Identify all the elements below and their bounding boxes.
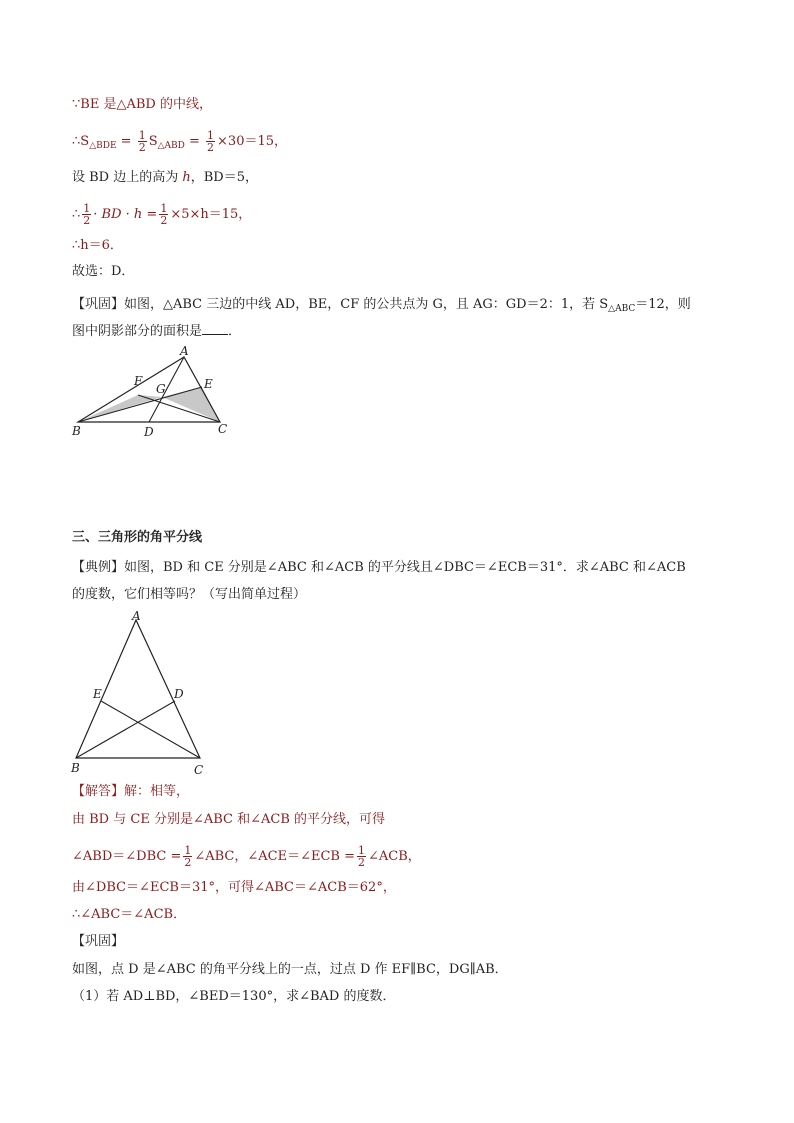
triangle-bisectors-figure (66, 608, 216, 778)
median-ad (149, 357, 184, 422)
question-text: 图中阴影部分的面积是 (72, 324, 203, 339)
fraction-half: $\frac{1}{2}$ (207, 129, 215, 154)
consolidation-question-line-2 (72, 324, 241, 340)
solution-line-2: 由 BD 与 CE 分别是∠ABC 和∠ACB 的平分线，可得 (72, 812, 386, 827)
subscript-abd: △ABD (157, 141, 185, 151)
proof-line-4 (72, 203, 251, 226)
label-d: D (144, 425, 154, 439)
label-b: B (72, 424, 81, 438)
consolidation-problem: 如图，点 D 是∠ABC 的角平分线上的一点，过点 D 作 EF∥BC，DG∥AB． (72, 962, 508, 977)
fraction-half: $\frac{1}{2}$ (83, 202, 91, 227)
label-b: B (71, 761, 80, 775)
angle-relation-1: ∠ABD＝∠DBC = (72, 849, 182, 864)
angle-relation-2: ∠ABC，∠ACE＝∠ECB = (194, 849, 355, 864)
question-text-tail: ＝12，则 (635, 297, 691, 312)
fraction-half: $\frac{1}{2}$ (138, 129, 146, 154)
fraction-half: $\frac{1}{2}$ (184, 844, 192, 869)
fraction-half: $\frac{1}{2}$ (358, 844, 365, 869)
consolidation-question-line-1 (72, 297, 691, 317)
example-question-line-1: 【典例】如图，BD 和 CE 分别是∠ABC 和∠ACB 的平分线且∠DBC＝∠ECB＝31°．求∠ABC 和∠ACB (72, 560, 686, 575)
label-e: E (204, 377, 213, 391)
bisector-bd (76, 701, 175, 758)
therefore: ∴ (72, 207, 81, 222)
shaded-region-right (162, 387, 220, 422)
label-a: A (132, 609, 141, 623)
area-equation: ×5×h＝15， (170, 207, 252, 222)
proof-line-1: ∵BE 是△ABD 的中线， (72, 97, 212, 112)
label-e: E (93, 687, 102, 701)
proof-line-3 (72, 170, 258, 186)
label-a: A (180, 345, 189, 358)
angle-relation-3: ∠ACB， (368, 849, 421, 864)
solution-line-3 (72, 845, 421, 868)
consolidation-part-1: （1）若 AD⊥BD，∠BED＝130°，求∠BAD 的度数． (72, 989, 396, 1004)
label-d: D (174, 687, 184, 701)
triangle-medians-figure (66, 345, 246, 440)
fraction-half: $\frac{1}{2}$ (160, 202, 168, 227)
label-c: C (194, 763, 204, 777)
area-value: ×30＝15， (217, 134, 288, 149)
subscript-abc: △ABC (608, 304, 636, 314)
label-g: G (156, 382, 166, 396)
question-text: 【巩固】如图，△ABC 三边的中线 AD，BE，CF 的公共点为 G，且 AG：GD＝2：1，若 S (72, 297, 609, 312)
consolidation-heading: 【巩固】 (72, 934, 125, 949)
example-question-line-2: 的度数，它们相等吗？（写出简单过程） (72, 587, 307, 602)
equals: = (116, 134, 136, 149)
area-formula: · BD · h = (93, 207, 158, 222)
height-var: h (182, 170, 191, 185)
section-heading: 三、三角形的角平分线 (72, 530, 203, 545)
answer-choice: 故选：D． (72, 264, 135, 279)
solution-line-1: 【解答】解：相等， (72, 784, 190, 799)
proof-line-5: ∴h＝6． (72, 238, 123, 253)
solution-line-5: ∴∠ABC＝∠ACB． (72, 907, 187, 922)
answer-blank (202, 324, 228, 335)
solution-line-4: 由∠DBC＝∠ECB＝31°，可得∠ABC＝∠ACB＝62°， (72, 880, 396, 895)
height-intro: 设 BD 边上的高为 (72, 170, 183, 185)
area-s: S (148, 134, 158, 149)
period: ． (228, 324, 242, 339)
therefore-s: ∴S (72, 134, 90, 149)
bd-value: ，BD＝5， (190, 170, 258, 185)
proof-line-2: $\therefore S_{\triangle BDE}$ = $\frac{1}{2}$ $S_{\triangle ABD}$ = $\frac{1}{2}$ ×30＝15， (72, 129, 288, 154)
subscript-bde: △BDE (89, 141, 117, 151)
bisector-ce (101, 701, 200, 758)
label-c: C (218, 422, 228, 436)
label-f: F (134, 374, 143, 388)
